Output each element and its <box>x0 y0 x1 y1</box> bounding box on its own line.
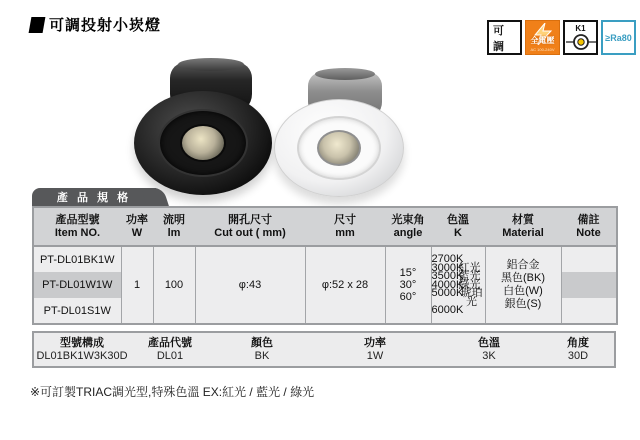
black-gimbal-ring <box>158 109 248 177</box>
white-housing-cap <box>315 68 375 80</box>
white-gimbal-ring <box>297 116 381 180</box>
cri-label: ≥Ra80 <box>605 32 632 43</box>
full-voltage-label: 全電壓 <box>530 36 555 45</box>
item-no-cell: PT-DL01S1W <box>43 304 111 317</box>
spec-table <box>32 206 618 325</box>
led-diode-icon <box>566 33 596 51</box>
dimmable-badge <box>487 20 522 55</box>
lumen-cell: 100 <box>153 246 195 324</box>
title-square-icon <box>29 17 46 33</box>
col-header-cutout: 開孔尺寸 Cut out ( mm) <box>195 207 305 246</box>
certification-badges <box>487 20 636 55</box>
cri-badge <box>601 20 636 55</box>
col-header-material: 材質 Material <box>485 207 561 246</box>
black-trim-face <box>134 91 272 195</box>
model-col-product-code: 產品代號 DL01 <box>148 336 192 362</box>
spec-header-row <box>33 207 617 246</box>
size-cell: φ:52 x 28 <box>305 246 385 324</box>
col-header-item-no: 產品型號 Item NO. <box>33 207 121 246</box>
product-photo-white-downlight <box>268 68 408 186</box>
page-title: 可調投射小崁燈 <box>49 17 162 34</box>
power-cell: 1 <box>121 246 153 324</box>
full-voltage-badge <box>525 20 560 55</box>
model-col-composition: 型號構成 DL01BK1W3K30D <box>36 336 128 362</box>
col-header-cct: 色溫 K <box>431 207 485 246</box>
model-col-power: 功率 1W <box>364 336 386 362</box>
white-led-lens <box>317 130 361 166</box>
col-header-size: 尺寸 mm <box>305 207 385 246</box>
col-header-note: 備註 Note <box>561 207 617 246</box>
page-title-block <box>30 14 161 35</box>
cutout-cell: φ:43 <box>195 246 305 324</box>
footnote: ※可訂製TRIAC調光型,特殊色溫 EX:紅光 / 藍光 / 綠光 <box>30 385 315 399</box>
color-temp-cell: 2700K 3000K 紅光 3500K 藍光 4000K 綠光 5000K 琥珀光 6000K <box>431 246 485 324</box>
material-cell: 鋁合金 黑色(BK) 白色(W) 銀色(S) <box>485 246 561 324</box>
note-cell <box>561 272 617 298</box>
dimmable-badge-label: 可調 <box>493 24 508 53</box>
spec-section-tab <box>32 188 156 206</box>
led-chip-label: K1 <box>575 24 586 33</box>
item-no-cell: PT-DL01W1W <box>33 272 121 298</box>
note-cell <box>561 246 617 272</box>
col-header-angle: 光束角 angle <box>385 207 431 246</box>
model-col-cct: 色溫 3K <box>478 336 500 362</box>
model-col-angle: 角度 30D <box>567 336 589 362</box>
item-no-cell: PT-DL01BK1W <box>39 253 115 266</box>
black-housing-cap <box>178 58 244 71</box>
spec-section-tab-label: 產 品 規 格 <box>56 192 132 204</box>
full-voltage-sub: AC 100-240V <box>530 47 555 52</box>
spec-row-1 <box>33 246 617 272</box>
col-header-lumen: 流明 lm <box>153 207 195 246</box>
col-header-power: 功率 W <box>121 207 153 246</box>
black-led-lens <box>180 124 226 162</box>
beam-angle-cell: 15° 30° 60° <box>385 246 431 324</box>
white-trim-face <box>274 99 404 197</box>
led-chip-badge <box>563 20 598 55</box>
model-composition-table <box>32 331 616 368</box>
model-col-color: 顏色 BK <box>251 336 273 362</box>
product-photo-black-downlight <box>128 58 278 186</box>
note-cell <box>561 298 617 324</box>
